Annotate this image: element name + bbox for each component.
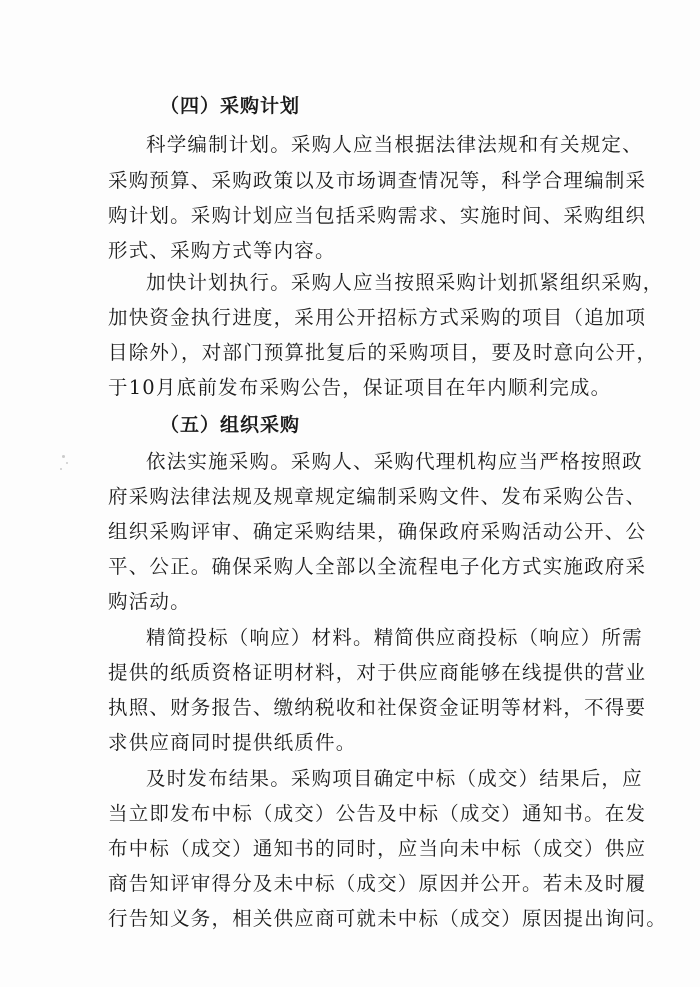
text-line: 当立即发布中标（成交）公告及中标（成交）通知书。在发 <box>108 802 647 825</box>
text-line: 于10月底前发布采购公告，保证项目在年内顺利完成。 <box>108 376 612 399</box>
text-line: 平、公正。确保采购人全部以全流程电子化方式实施政府采 <box>108 555 647 578</box>
text-line: 精简投标（响应）材料。精简供应商投标（响应）所需 <box>146 626 643 649</box>
text-line: 加快资金执行进度，采用公开招标方式采购的项目（追加项 <box>108 306 647 329</box>
text-line: 执照、财务报告、缴纳税收和社保资金证明等材料，不得要 <box>108 696 647 719</box>
text-line: 布中标（成交）通知书的同时，应当向未中标（成交）供应 <box>108 837 647 860</box>
section-heading-organize-procurement: （五）组织采购 <box>160 414 301 436</box>
text-line: 及时发布结果。采购项目确定中标（成交）结果后，应 <box>146 767 643 790</box>
text-line: 目除外），对部门预算批复后的采购项目，要及时意向公开， <box>108 341 658 364</box>
scan-speck <box>60 468 62 470</box>
text-line: 依法实施采购。采购人、采购代理机构应当严格按照政 <box>146 450 643 473</box>
text-line: 采购预算、采购政策以及市场调查情况等，科学合理编制采 <box>108 169 647 192</box>
text-line: 购活动。 <box>108 590 191 613</box>
text-line: 行告知义务，相关供应商可就未中标（成交）原因提出询问。 <box>108 907 667 930</box>
text-line: 科学编制计划。采购人应当根据法律法规和有关规定、 <box>146 133 643 156</box>
scan-speck <box>62 455 65 458</box>
text-line: 商告知评审得分及未中标（成交）原因并公开。若未及时履 <box>108 872 647 895</box>
text-line: 组织采购评审、确定采购结果，确保政府采购活动公开、公 <box>108 520 647 543</box>
scan-speck <box>66 462 68 464</box>
section-heading-procurement-plan: （四）采购计划 <box>160 95 301 117</box>
text-line: 求供应商同时提供纸质件。 <box>108 731 357 754</box>
text-line: 购计划。采购计划应当包括采购需求、实施时间、采购组织 <box>108 204 647 227</box>
text-line: 加快计划执行。采购人应当按照采购计划抓紧组织采购， <box>146 271 664 294</box>
text-line: 提供的纸质资格证明材料，对于供应商能够在线提供的营业 <box>108 661 647 684</box>
text-line: 形式、采购方式等内容。 <box>108 239 336 262</box>
text-line: 府采购法律法规及规章规定编制采购文件、发布采购公告、 <box>108 485 647 508</box>
